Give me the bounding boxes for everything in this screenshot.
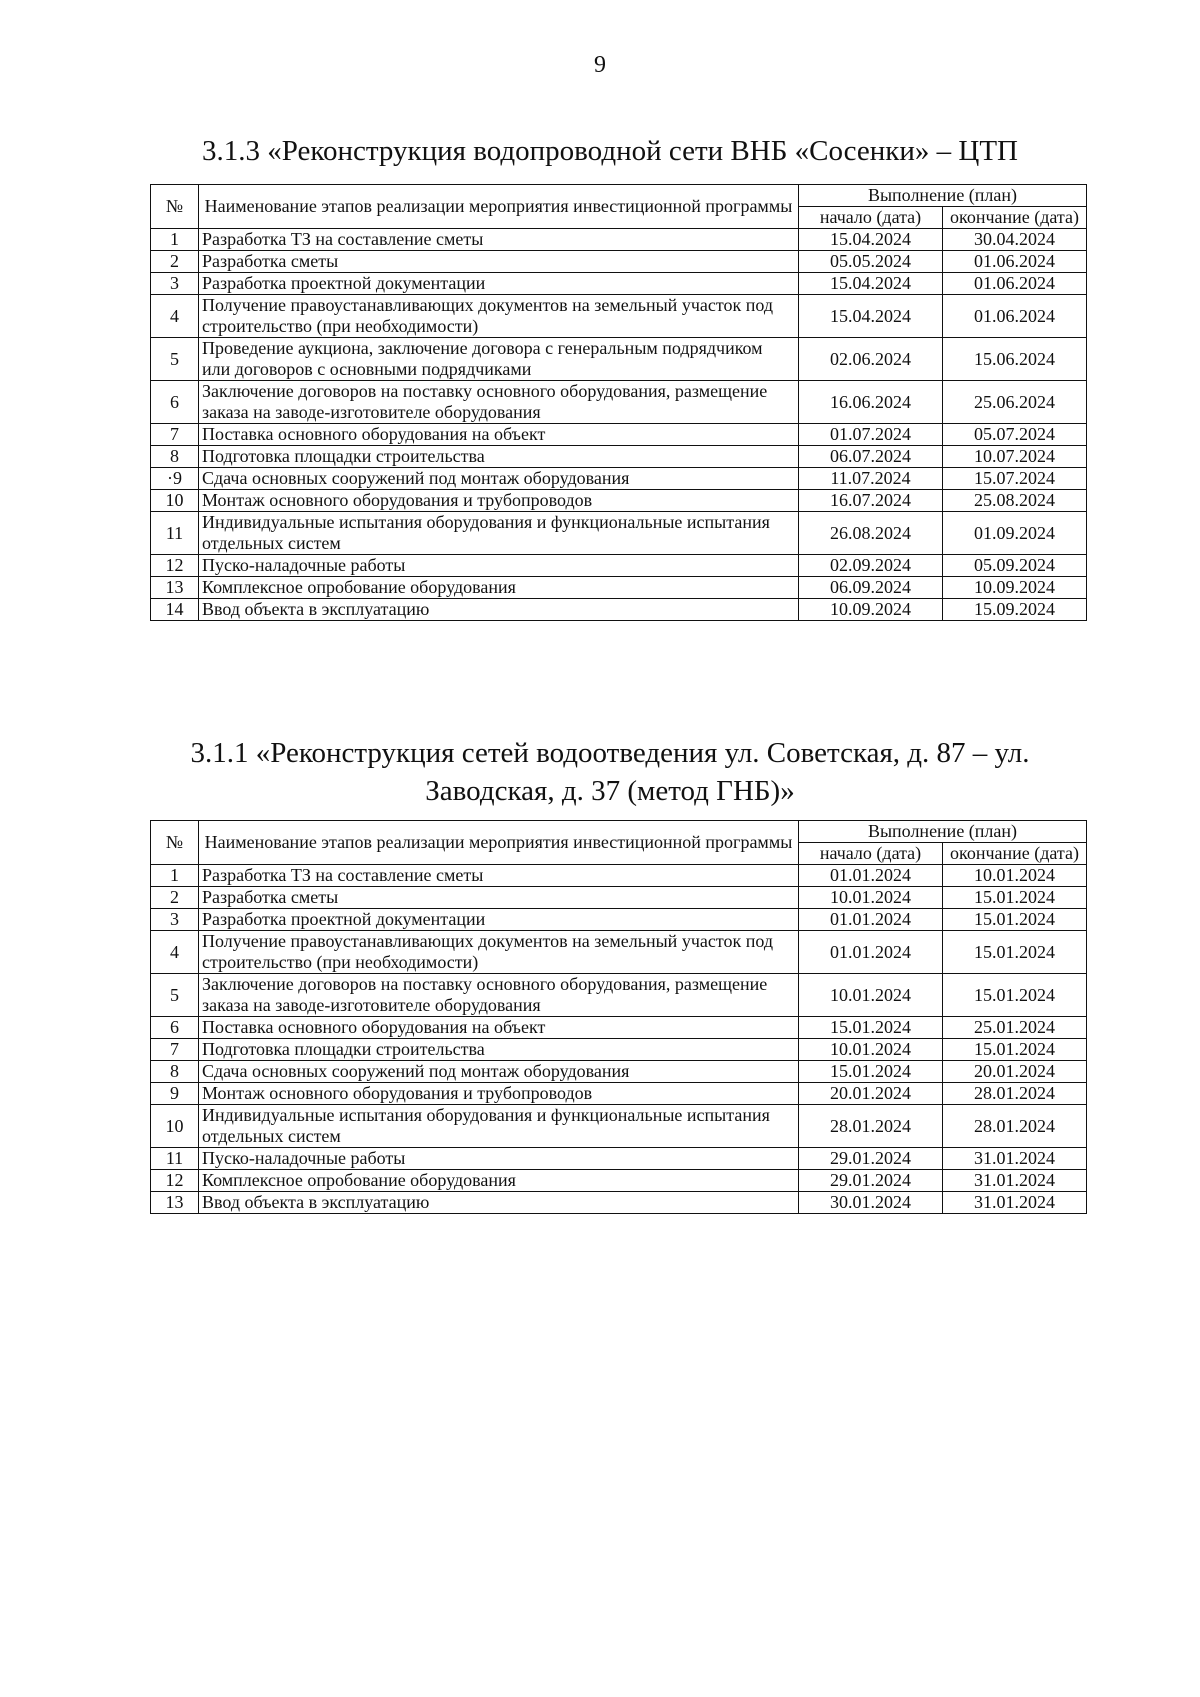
row-number: 14 xyxy=(151,599,199,621)
row-number: 3 xyxy=(151,273,199,295)
start-date: 15.04.2024 xyxy=(799,229,943,251)
stage-name: Поставка основного оборудования на объект xyxy=(199,1017,799,1039)
table-body xyxy=(151,229,1087,621)
end-date: 05.09.2024 xyxy=(943,555,1087,577)
stage-name: Монтаж основного оборудования и трубопроводов xyxy=(199,1083,799,1105)
table-row xyxy=(151,1148,1087,1170)
stage-name: Получение правоустанавливающих документов на земельный участок под строительство (при необходимости) xyxy=(199,931,799,974)
stage-name: Заключение договоров на поставку основного оборудования, размещение заказа на заводе-изготовителе оборудования xyxy=(199,974,799,1017)
table-row xyxy=(151,1192,1087,1214)
row-number: 12 xyxy=(151,555,199,577)
stage-name: Разработка проектной документации xyxy=(199,273,799,295)
stage-name: Сдача основных сооружений под монтаж оборудования xyxy=(199,468,799,490)
table-row xyxy=(151,974,1087,1017)
stage-name: Проведение аукциона, заключение договора с генеральным подрядчиком или договоров с основными подрядчиками xyxy=(199,338,799,381)
end-date: 05.07.2024 xyxy=(943,424,1087,446)
stage-name: Поставка основного оборудования на объект xyxy=(199,424,799,446)
row-number: 8 xyxy=(151,446,199,468)
header-start-date: начало (дата) xyxy=(799,843,943,865)
schedule-table xyxy=(150,820,1087,1214)
table-row xyxy=(151,865,1087,887)
schedule-table xyxy=(150,184,1087,621)
table-row xyxy=(151,1105,1087,1148)
end-date: 15.01.2024 xyxy=(943,887,1087,909)
end-date: 15.01.2024 xyxy=(943,931,1087,974)
start-date: 16.06.2024 xyxy=(799,381,943,424)
end-date: 15.01.2024 xyxy=(943,974,1087,1017)
end-date: 01.06.2024 xyxy=(943,251,1087,273)
start-date: 16.07.2024 xyxy=(799,490,943,512)
table-row xyxy=(151,887,1087,909)
stage-name: Пуско-наладочные работы xyxy=(199,555,799,577)
row-number: 7 xyxy=(151,424,199,446)
end-date: 15.09.2024 xyxy=(943,599,1087,621)
start-date: 06.09.2024 xyxy=(799,577,943,599)
table-row xyxy=(151,251,1087,273)
stage-name: Заключение договоров на поставку основного оборудования, размещение заказа на заводе-изготовителе оборудования xyxy=(199,381,799,424)
stage-name: Ввод объекта в эксплуатацию xyxy=(199,1192,799,1214)
row-number: 12 xyxy=(151,1170,199,1192)
row-number: 5 xyxy=(151,974,199,1017)
start-date: 01.01.2024 xyxy=(799,865,943,887)
section-title: 3.1.1 «Реконструкция сетей водоотведения ул. Советская, д. 87 – ул. Заводская, д. 37 (метод ГНБ)» xyxy=(190,737,1030,807)
start-date: 15.01.2024 xyxy=(799,1017,943,1039)
row-number: 11 xyxy=(151,512,199,555)
table-row xyxy=(151,931,1087,974)
end-date: 10.09.2024 xyxy=(943,577,1087,599)
end-date: 10.07.2024 xyxy=(943,446,1087,468)
row-number: 6 xyxy=(151,381,199,424)
end-date: 01.06.2024 xyxy=(943,273,1087,295)
row-number: 2 xyxy=(151,887,199,909)
header-stage-name: Наименование этапов реализации мероприятия инвестиционной программы xyxy=(199,185,799,229)
table-row xyxy=(151,446,1087,468)
row-number: 2 xyxy=(151,251,199,273)
stage-name: Разработка сметы xyxy=(199,251,799,273)
stage-name: Разработка ТЗ на составление сметы xyxy=(199,865,799,887)
start-date: 02.09.2024 xyxy=(799,555,943,577)
stage-name: Индивидуальные испытания оборудования и функциональные испытания отдельных систем xyxy=(199,512,799,555)
start-date: 29.01.2024 xyxy=(799,1170,943,1192)
row-number: ·9 xyxy=(151,468,199,490)
header-start-date: начало (дата) xyxy=(799,207,943,229)
end-date: 15.06.2024 xyxy=(943,338,1087,381)
table-row xyxy=(151,1039,1087,1061)
table-row xyxy=(151,468,1087,490)
stage-name: Комплексное опробование оборудования xyxy=(199,577,799,599)
table-row xyxy=(151,229,1087,251)
start-date: 20.01.2024 xyxy=(799,1083,943,1105)
start-date: 30.01.2024 xyxy=(799,1192,943,1214)
stage-name: Подготовка площадки строительства xyxy=(199,446,799,468)
start-date: 15.04.2024 xyxy=(799,273,943,295)
table-row xyxy=(151,512,1087,555)
start-date: 10.01.2024 xyxy=(799,1039,943,1061)
stage-name: Разработка ТЗ на составление сметы xyxy=(199,229,799,251)
row-number: 13 xyxy=(151,577,199,599)
header-execution: Выполнение (план) xyxy=(799,185,1087,207)
table-row xyxy=(151,1170,1087,1192)
table-row xyxy=(151,381,1087,424)
end-date: 28.01.2024 xyxy=(943,1083,1087,1105)
start-date: 28.01.2024 xyxy=(799,1105,943,1148)
stage-name: Комплексное опробование оборудования xyxy=(199,1170,799,1192)
stage-name: Индивидуальные испытания оборудования и функциональные испытания отдельных систем xyxy=(199,1105,799,1148)
row-number: 10 xyxy=(151,490,199,512)
stage-name: Разработка сметы xyxy=(199,887,799,909)
stage-name: Подготовка площадки строительства xyxy=(199,1039,799,1061)
row-number: 1 xyxy=(151,865,199,887)
end-date: 28.01.2024 xyxy=(943,1105,1087,1148)
end-date: 25.06.2024 xyxy=(943,381,1087,424)
stage-name: Сдача основных сооружений под монтаж оборудования xyxy=(199,1061,799,1083)
end-date: 10.01.2024 xyxy=(943,865,1087,887)
section-title: 3.1.3 «Реконструкция водопроводной сети ВНБ «Сосенки» – ЦТП xyxy=(202,135,1018,167)
row-number: 10 xyxy=(151,1105,199,1148)
row-number: 13 xyxy=(151,1192,199,1214)
end-date: 01.06.2024 xyxy=(943,295,1087,338)
stage-name: Разработка проектной документации xyxy=(199,909,799,931)
table-row xyxy=(151,1017,1087,1039)
header-end-date: окончание (дата) xyxy=(943,843,1087,865)
table-row xyxy=(151,1061,1087,1083)
table-row xyxy=(151,1083,1087,1105)
row-number: 1 xyxy=(151,229,199,251)
start-date: 05.05.2024 xyxy=(799,251,943,273)
header-end-date: окончание (дата) xyxy=(943,207,1087,229)
table-row xyxy=(151,555,1087,577)
end-date: 15.01.2024 xyxy=(943,1039,1087,1061)
row-number: 3 xyxy=(151,909,199,931)
table-row xyxy=(151,577,1087,599)
stage-name: Монтаж основного оборудования и трубопроводов xyxy=(199,490,799,512)
row-number: 8 xyxy=(151,1061,199,1083)
end-date: 20.01.2024 xyxy=(943,1061,1087,1083)
start-date: 10.01.2024 xyxy=(799,887,943,909)
table-row xyxy=(151,273,1087,295)
row-number: 7 xyxy=(151,1039,199,1061)
header-number: № xyxy=(151,185,199,229)
start-date: 01.07.2024 xyxy=(799,424,943,446)
start-date: 10.01.2024 xyxy=(799,974,943,1017)
page-number: 9 xyxy=(594,52,606,78)
start-date: 02.06.2024 xyxy=(799,338,943,381)
header-execution: Выполнение (план) xyxy=(799,821,1087,843)
end-date: 30.04.2024 xyxy=(943,229,1087,251)
table-row xyxy=(151,295,1087,338)
start-date: 01.01.2024 xyxy=(799,931,943,974)
start-date: 01.01.2024 xyxy=(799,909,943,931)
table-row xyxy=(151,338,1087,381)
stage-name: Ввод объекта в эксплуатацию xyxy=(199,599,799,621)
table-body xyxy=(151,865,1087,1214)
start-date: 11.07.2024 xyxy=(799,468,943,490)
row-number: 4 xyxy=(151,295,199,338)
end-date: 25.08.2024 xyxy=(943,490,1087,512)
row-number: 11 xyxy=(151,1148,199,1170)
end-date: 31.01.2024 xyxy=(943,1148,1087,1170)
stage-name: Пуско-наладочные работы xyxy=(199,1148,799,1170)
end-date: 01.09.2024 xyxy=(943,512,1087,555)
row-number: 9 xyxy=(151,1083,199,1105)
table-row xyxy=(151,490,1087,512)
end-date: 15.01.2024 xyxy=(943,909,1087,931)
table-row xyxy=(151,599,1087,621)
table-row xyxy=(151,424,1087,446)
row-number: 5 xyxy=(151,338,199,381)
header-stage-name: Наименование этапов реализации мероприятия инвестиционной программы xyxy=(199,821,799,865)
start-date: 06.07.2024 xyxy=(799,446,943,468)
end-date: 31.01.2024 xyxy=(943,1170,1087,1192)
end-date: 25.01.2024 xyxy=(943,1017,1087,1039)
start-date: 15.01.2024 xyxy=(799,1061,943,1083)
header-number: № xyxy=(151,821,199,865)
start-date: 15.04.2024 xyxy=(799,295,943,338)
end-date: 31.01.2024 xyxy=(943,1192,1087,1214)
table-row xyxy=(151,909,1087,931)
start-date: 10.09.2024 xyxy=(799,599,943,621)
end-date: 15.07.2024 xyxy=(943,468,1087,490)
row-number: 4 xyxy=(151,931,199,974)
stage-name: Получение правоустанавливающих документов на земельный участок под строительство (при необходимости) xyxy=(199,295,799,338)
row-number: 6 xyxy=(151,1017,199,1039)
start-date: 29.01.2024 xyxy=(799,1148,943,1170)
start-date: 26.08.2024 xyxy=(799,512,943,555)
